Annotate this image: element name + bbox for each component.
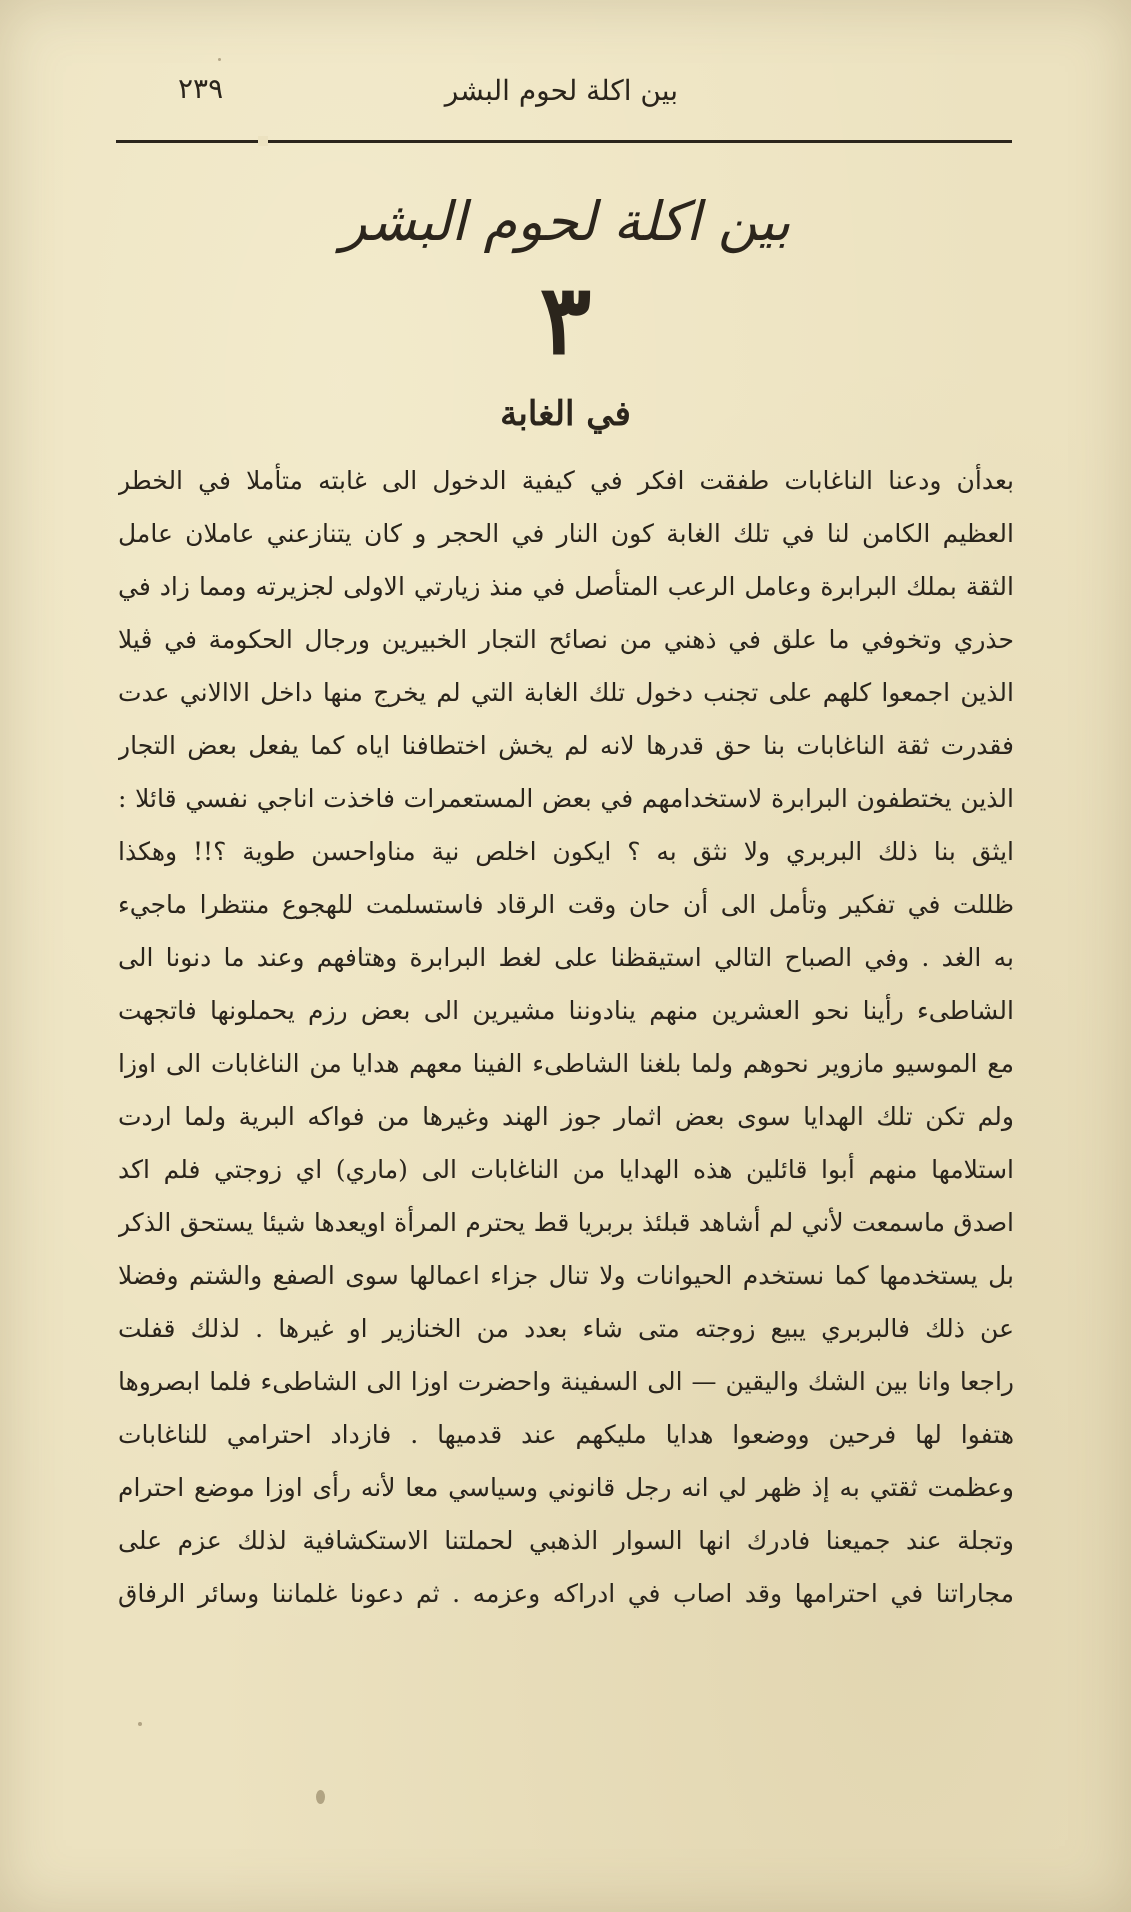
text-line: عن ذلك فالبربري يبيع زوجته متى شاء بعدد من الخنازير او غيرها . لذلك قفلت [118, 1314, 1014, 1343]
text-line: ولم تكن تلك الهدايا سوى بعض اثمار جوز الهند وغيرها من فواكه البرية ولما اردت [118, 1102, 1014, 1131]
text-line: الذين اجمعوا كلهم على تجنب دخول تلك الغابة التي لم يخرج منها داخل الاالاني عدت [118, 678, 1014, 707]
chapter-number: ٣ [539, 263, 592, 376]
text-line: استلامها منهم أبوا قائلين هذه الهدايا من الناغابات الى (ماري) اي زوجتي فلم اكد [118, 1155, 1014, 1184]
paper-speck [218, 58, 221, 61]
page-header [118, 70, 1008, 114]
text-line: بعدأن ودعنا الناغابات طفقت افكر في كيفية الدخول الى غابته متأملا في الخطر [118, 466, 1014, 495]
text-line: مع الموسيو مازوير نحوهم ولما بلغنا الشاطىء الفينا معهم هدايا من الناغابات الى اوزا [118, 1049, 1014, 1078]
text-line: بل يستخدمها كما نستخدم الحيوانات ولا تنال جزاء اعمالها سوى الصفع والشتم وفضلا [118, 1261, 1014, 1290]
page-number: ٢٣٩ [178, 72, 224, 105]
text-line: اصدق ماسمعت لأني لم أشاهد قبلئذ بربريا قط يحترم المرأة اويعدها شيئا يستحق الذكر [118, 1208, 1014, 1237]
text-line: ظللت في تفكير وتأمل الى أن حان وقت الرقاد فاستسلمت للهجوع منتظرا ماجيء [118, 890, 1014, 919]
paper-speck [138, 1722, 142, 1726]
text-line: وتجلة عند جميعنا فادرك انها السوار الذهبي لحملتنا الاستكشافية لذلك عزم على [118, 1526, 1014, 1555]
text-line: ايثق بنا ذلك البربري ولا نثق به ؟ ايكون اخلص نية مناواحسن طوية ؟!! وهكذا [118, 837, 1014, 866]
running-title: بين اكلة لحوم البشر [444, 74, 678, 107]
text-line: الثقة بملك البرابرة وعامل الرعب المتأصل في منذ زيارتي الاولى لجزيرته ومما زاد في [118, 572, 1014, 601]
text-line: وعظمت ثقتي به إذ ظهر لي انه رجل قانوني وسياسي معا لأنه رأى اوزا موضع احترام [118, 1473, 1014, 1502]
header-rule [116, 140, 1012, 143]
text-line: حذري وتخوفي ما علق في ذهني من نصائح التجار الخبيرين ورجال الحكومة في ڤيلا [118, 625, 1014, 654]
text-line: به الغد . وفي الصباح التالي استيقظنا على لغط البرابرة وهتافهم وعند ما دنونا الى [118, 943, 1014, 972]
text-line: الشاطىء رأينا نحو العشرين منهم ينادوننا مشيرين الى بعض رزم يحملونها فاتجهت [118, 996, 1014, 1025]
chapter-title: بين اكلة لحوم البشر [340, 190, 791, 253]
text-line: فقدرت ثقة الناغابات بنا حق قدرها لانه لم يخش اختطافنا اياه كما يفعل بعض التجار [118, 731, 1014, 760]
section-title: في الغابة [500, 394, 631, 434]
header-rule-gap [258, 136, 268, 146]
text-line: العظيم الكامن لنا في تلك الغابة كون النار في الحجر و كان يتنازعني عاملان عامل [118, 519, 1014, 548]
paper-speck [316, 1790, 325, 1804]
text-line: هتفوا لها فرحين ووضعوا هدايا مليكهم عند قدميها . فازداد احترامي للناغابات [118, 1420, 1014, 1449]
text-line: مجاراتنا في احترامها وقد اصاب في ادراكه وعزمه . ثم دعونا غلماننا وسائر الرفاق [118, 1579, 1014, 1608]
text-line: راجعا وانا بين الشك واليقين — الى السفينة واحضرت اوزا الى الشاطىء فلما ابصروها [118, 1367, 1014, 1396]
body-text [118, 454, 1014, 1620]
text-line: الذين يختطفون البرابرة لاستخدامهم في بعض المستعمرات فاخذت اناجي نفسي قائلا : [118, 784, 1014, 813]
